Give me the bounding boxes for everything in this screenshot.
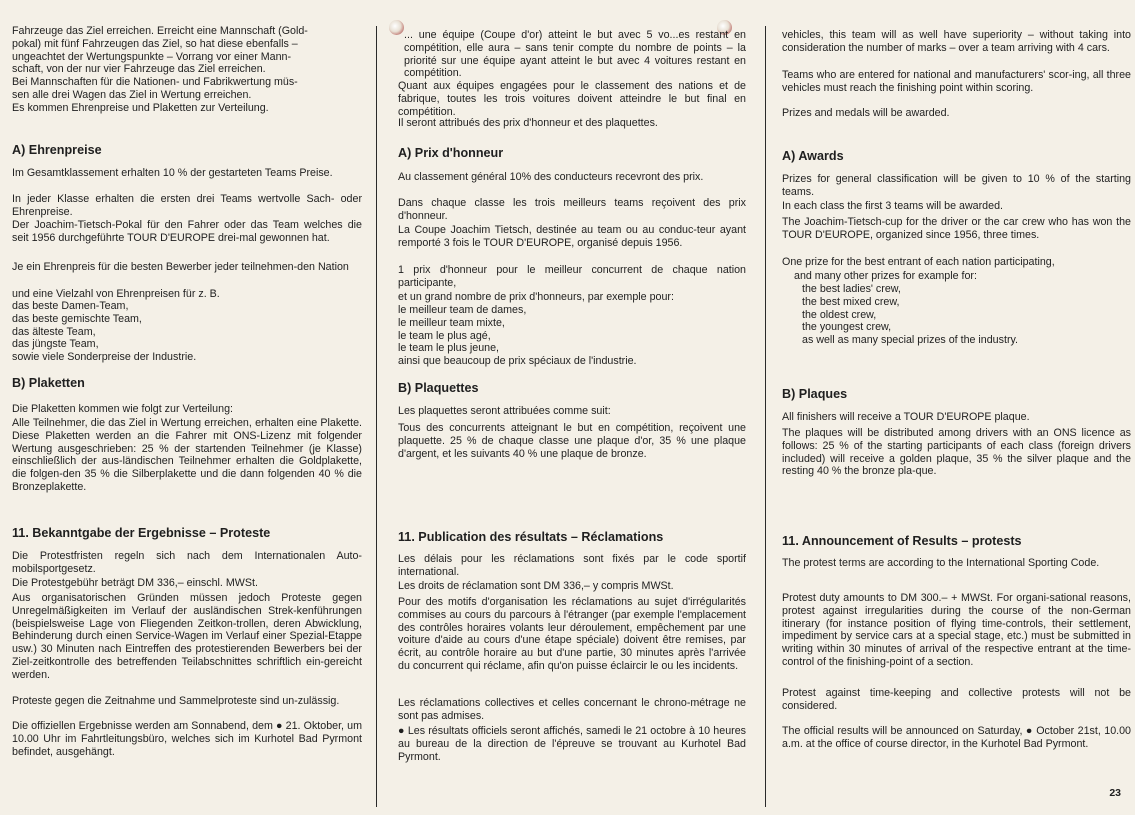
paragraph: Prizes and medals will be awarded.	[782, 107, 950, 119]
paragraph: Teams who are entered for national and manufacturers' scor-ing, all three vehicles must reach the finishing point within scoring.	[782, 69, 1131, 94]
paragraph: Aus organisatorischen Gründen müssen jedoch Proteste gegen Unregelmäßigkeiten im Verlauf der ausländischen Strek-kenführungen (beispielsweise Lage von Fliegenden Zeitkon-trollen, deren Abwicklung, Behinderung durch einen Service-Wagen im Verlauf einer Spezial-Etappe usw.) 30 Minuten nach Eintreffen des protestierenden Bewerbers bei der Ziel-zeitkontrolle des betreffenden Teilabschnittes schriftlich ein-gereicht werden.	[12, 592, 362, 681]
paragraph: In jeder Klasse erhalten die ersten drei Teams wertvolle Sach- oder Ehrenpreise.	[12, 193, 362, 218]
paragraph: Pour des motifs d'organisation les réclamations au sujet d'irrégularités commises au cours du parcours à l'étranger (par exemple l'emplacement des contrôles horaires volants leur déroulement, empêchement par une voiture d'aide au cours d'une étape spéciale) doivent être remises, par écrit, au contrôle horaire au but d'une partie, 30 minutes après l'arrivée du concurrent qui réclame, afin qu'on puisse éclaircir le ou les incidents.	[398, 596, 746, 672]
text-line: Fahrzeuge das Ziel erreichen. Erreicht eine Mannschaft (Gold-	[12, 25, 308, 37]
list-item: the oldest crew,	[802, 308, 877, 321]
text-line: sen alle drei Wagen das Ziel in Wertung erreichen.	[12, 88, 252, 101]
paragraph: All finishers will receive a TOUR D'EUROPE plaque.	[782, 411, 1030, 423]
list-item: das beste gemischte Team,	[12, 312, 142, 325]
section-heading: A) Ehrenpreise	[12, 143, 102, 157]
german-intro	[0, 25, 372, 115]
paragraph: Die offiziellen Ergebnisse werden am Sonnabend, dem ● 21. Oktober, um 10.00 Uhr im Fahrtleitungsbüro, welches sich im Kurhotel Bad Pyrmont befindet, ausgehängt.	[12, 720, 362, 758]
prize-list	[770, 283, 1135, 334]
paragraph: Les délais pour les réclamations sont fixés par le code sportif international.	[398, 553, 746, 578]
paragraph: La Coupe Joachim Tietsch, destinée au team ou au conduc-teur ayant remporté 3 fois le TOUR D'EUROPE, organisé depuis 1956.	[398, 224, 746, 249]
paragraph: In each class the first 3 teams will be awarded.	[782, 200, 1003, 212]
paragraph: Die Protestgebühr beträgt DM 336,– einschl. MWSt.	[12, 577, 258, 589]
paragraph: The plaques will be distributed among drivers with an ONS licence as follows: 25 % of the starting participants of each class (foreign drivers included) will receive a golden plaque, 35 % the silver plaque and the resting 40 % the bronze pla-que.	[782, 427, 1131, 478]
paragraph: Tous des concurrents atteignant le but en compétition, reçoivent une plaquette. 25 % de chaque classe une plaque d'or, 35 % une plaque d'argent, et les suivants 40 % une plaque de bronze.	[398, 422, 746, 460]
list-item: das jüngste Team,	[12, 338, 99, 351]
list-item: le meilleur team mixte,	[398, 316, 505, 329]
paragraph: Quant aux équipes engagées pour le classement des nations et de fabrique, toutes les trois voitures doivent atteindre le but final en compétition.	[398, 80, 746, 118]
paragraph: Je ein Ehrenpreis für die besten Bewerber jeder teilnehmen-den Nation	[12, 261, 349, 273]
page-number: 23	[1109, 787, 1121, 799]
paragraph: vehicles, this team will as well have superiority – without taking into consideration the number of marks – over a team arriving with 4 cars.	[782, 29, 1131, 54]
paragraph: Les droits de réclamation sont DM 336,– y compris MWSt.	[398, 580, 674, 592]
paragraph: et un grand nombre de prix d'honneurs, par exemple pour:	[398, 291, 674, 303]
paragraph: Protest against time-keeping and collective protests will not be considered.	[782, 687, 1131, 712]
paragraph: The Joachim-Tietsch-cup for the driver or the car crew who has won the TOUR D'EUROPE, organized since 1956, three times.	[782, 216, 1131, 241]
list-item: the best ladies' crew,	[802, 283, 901, 295]
french-column	[382, 0, 760, 815]
paragraph: The protest terms are according to the International Sporting Code.	[782, 557, 1100, 569]
list-item: le meilleur team de dames,	[398, 304, 527, 316]
paragraph: Protest duty amounts to DM 300.– + MWSt. For organi-sational reasons, protest against irregularities during the course of the non-German itinerary (for instance position of flying time-controls, their settlement, impediment by service cars at a special stage, etc.) must be submitted in writing within 30 minutes of arrival of the respective entrant at the time-control of the finishing-point of a section.	[782, 592, 1131, 668]
paragraph: Der Joachim-Tietsch-Pokal für den Fahrer oder das Team welches die seit 1956 durchgeführte TOUR D'EUROPE drei-mal gewonnen hat.	[12, 219, 362, 244]
paragraph: Prizes for general classification will be given to 10 % of the starting teams.	[782, 173, 1131, 198]
paragraph: Il seront attribués des prix d'honneur et des plaquettes.	[398, 117, 658, 129]
paragraph: Proteste gegen die Zeitnahme und Sammelproteste sind un-zulässig.	[12, 695, 340, 707]
paragraph: Die Plaketten kommen wie folgt zur Verteilung:	[12, 403, 233, 415]
paragraph: 1 prix d'honneur pour le meilleur concurrent de chaque nation participante,	[398, 264, 746, 289]
english-column	[770, 0, 1135, 815]
paragraph: and many other prizes for example for:	[794, 270, 977, 282]
section-heading: A) Prix d'honneur	[398, 146, 504, 160]
paragraph: ... une équipe (Coupe d'or) atteint le but avec 5 vo...es restant en compétition, elle aura – sans tenir compte du nombre de points – la priorité sur une équipe ayant atteint le but avec 4 voitures restant en compétition.	[404, 29, 746, 80]
list-item: the youngest crew,	[802, 321, 892, 334]
paragraph: One prize for the best entrant of each nation participating,	[782, 256, 1055, 268]
paragraph: Im Gesamtklassement erhalten 10 % der gestarteten Teams Preise.	[12, 167, 333, 179]
paragraph: Au classement général 10% des conducteurs recevront des prix.	[398, 171, 704, 183]
german-column	[0, 0, 372, 815]
paragraph: Die Protestfristen regeln sich nach dem Internationalen Auto-mobilsportgesetz.	[12, 550, 362, 575]
list-item: ainsi que beaucoup de prix spéciaux de l'industrie.	[398, 355, 637, 368]
section-heading: A) Awards	[782, 149, 844, 163]
list-item: das beste Damen-Team,	[12, 300, 129, 312]
section-heading: B) Plaques	[782, 387, 848, 401]
paragraph: Dans chaque classe les trois meilleurs teams reçoivent des prix d'honneur.	[398, 197, 746, 222]
text-line: schaft, von der nur vier Fahrzeuge das Ziel erreichen.	[12, 63, 266, 76]
list-item: das älteste Team,	[12, 325, 96, 338]
list-item: sowie viele Sonderpreise der Industrie.	[12, 351, 197, 364]
section-heading: B) Plaquettes	[398, 381, 479, 395]
text-line: Bei Mannschaften für die Nationen- und Fabrikwertung müs-	[12, 76, 298, 89]
prize-list	[382, 304, 760, 368]
section-heading: 11. Publication des résultats – Réclamations	[398, 530, 664, 544]
paragraph: as well as many special prizes of the industry.	[802, 334, 1019, 346]
paragraph: und eine Vielzahl von Ehrenpreisen für z. B.	[12, 288, 220, 300]
list-item: le team le plus agé,	[398, 329, 491, 342]
section-heading: B) Plaketten	[12, 376, 85, 390]
list-item: le team le plus jeune,	[398, 342, 499, 355]
section-heading: 11. Bekanntgabe der Ergebnisse – Proteste	[12, 526, 271, 540]
section-heading: 11. Announcement of Results – protests	[782, 534, 1022, 548]
prize-list	[0, 300, 372, 364]
text-line: ungeachtet der Wertungspunkte – Vorrang vor einer Mann-	[12, 50, 292, 63]
paragraph: Alle Teilnehmer, die das Ziel in Wertung erreichen, erhalten eine Plakette. Diese Plaketten werden an die Fahrer mit ONS-Lizenz mit folgender Wertung ausgeschrieben: 25 % der startenden Teilnehmer (je Klasse) einschließlich der aus-ländischen Teilnehmer erhalten die Goldplakette, die folgen-den 35 % die Silberplakette und die dann folgenden 40 % die Bronzeplakette.	[12, 417, 362, 493]
text-line: Es kommen Ehrenpreise und Plaketten zur Verteilung.	[12, 101, 269, 114]
paragraph: ● Les résultats officiels seront affichés, samedi le 21 octobre à 10 heures au bureau de la direction de l'épreuve se trouvant au Kurhotel Bad Pyrmont.	[398, 725, 746, 763]
paragraph: The official results will be announced on Saturday, ● October 21st, 10.00 a.m. at the office of course director, in the Kurhotel Bad Pyrmont.	[782, 725, 1131, 750]
column-divider	[765, 26, 766, 807]
paragraph: Les réclamations collectives et celles concernant le chrono-métrage ne sont pas admises.	[398, 697, 746, 722]
list-item: the best mixed crew,	[802, 295, 900, 308]
paragraph: Les plaquettes seront attribuées comme suit:	[398, 405, 611, 417]
text-line: pokal) mit fünf Fahrzeugen das Ziel, so hat diese ebenfalls –	[12, 37, 298, 50]
column-divider	[376, 26, 377, 807]
